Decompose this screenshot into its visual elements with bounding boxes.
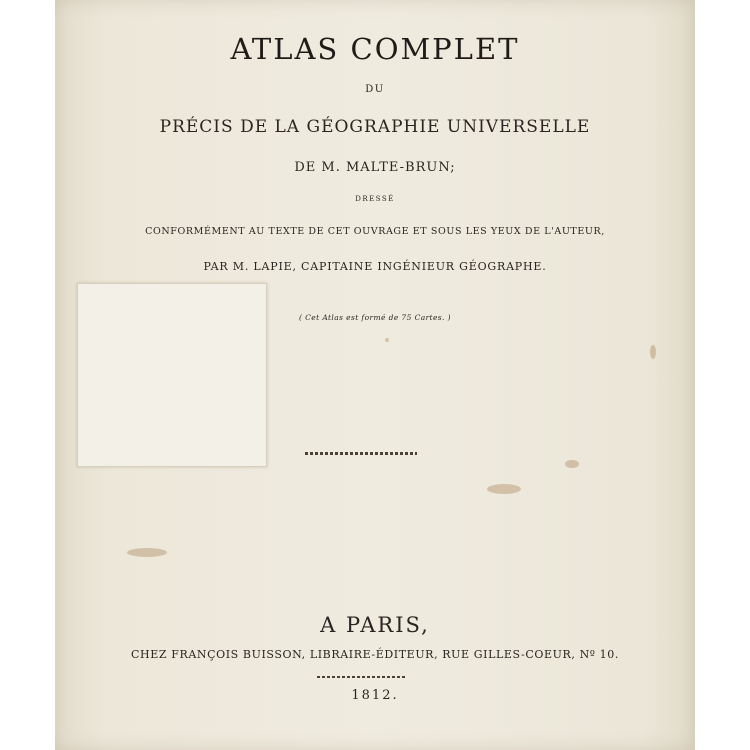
subtitle: PRÉCIS DE LA GÉOGRAPHIE UNIVERSELLE xyxy=(159,117,591,137)
du-line: DU xyxy=(365,84,385,95)
foxing-stain xyxy=(650,345,656,359)
year-line: 1812. xyxy=(351,688,399,703)
title-page xyxy=(55,0,695,750)
par-line: PAR M. LAPIE, CAPITAINE INGÉNIEUR GÉOGRAPHE. xyxy=(203,260,547,273)
place-line: A PARIS, xyxy=(320,613,430,637)
atlas-title: ATLAS COMPLET xyxy=(230,32,520,66)
ornamental-rule-top xyxy=(305,452,417,455)
foxing-stain xyxy=(565,460,579,468)
conformement-line: CONFORMÉMENT AU TEXTE DE CET OUVRAGE ET SOUS LES YEUX DE L'AUTEUR, xyxy=(145,226,605,237)
publisher-line: CHEZ FRANÇOIS BUISSON, LIBRAIRE-ÉDITEUR, RUE GILLES-COEUR, Nº 10. xyxy=(131,648,619,661)
foxing-stain xyxy=(385,338,389,342)
author-line: DE M. MALTE-BRUN; xyxy=(294,160,456,175)
dresse-line: DRESSÉ xyxy=(355,195,395,203)
pasted-label-patch xyxy=(77,283,267,467)
foxing-stain xyxy=(127,548,167,557)
foxing-stain xyxy=(487,484,521,494)
maps-count-note: ( Cet Atlas est formé de 75 Cartes. ) xyxy=(299,313,451,322)
ornamental-rule-bottom xyxy=(317,676,405,678)
